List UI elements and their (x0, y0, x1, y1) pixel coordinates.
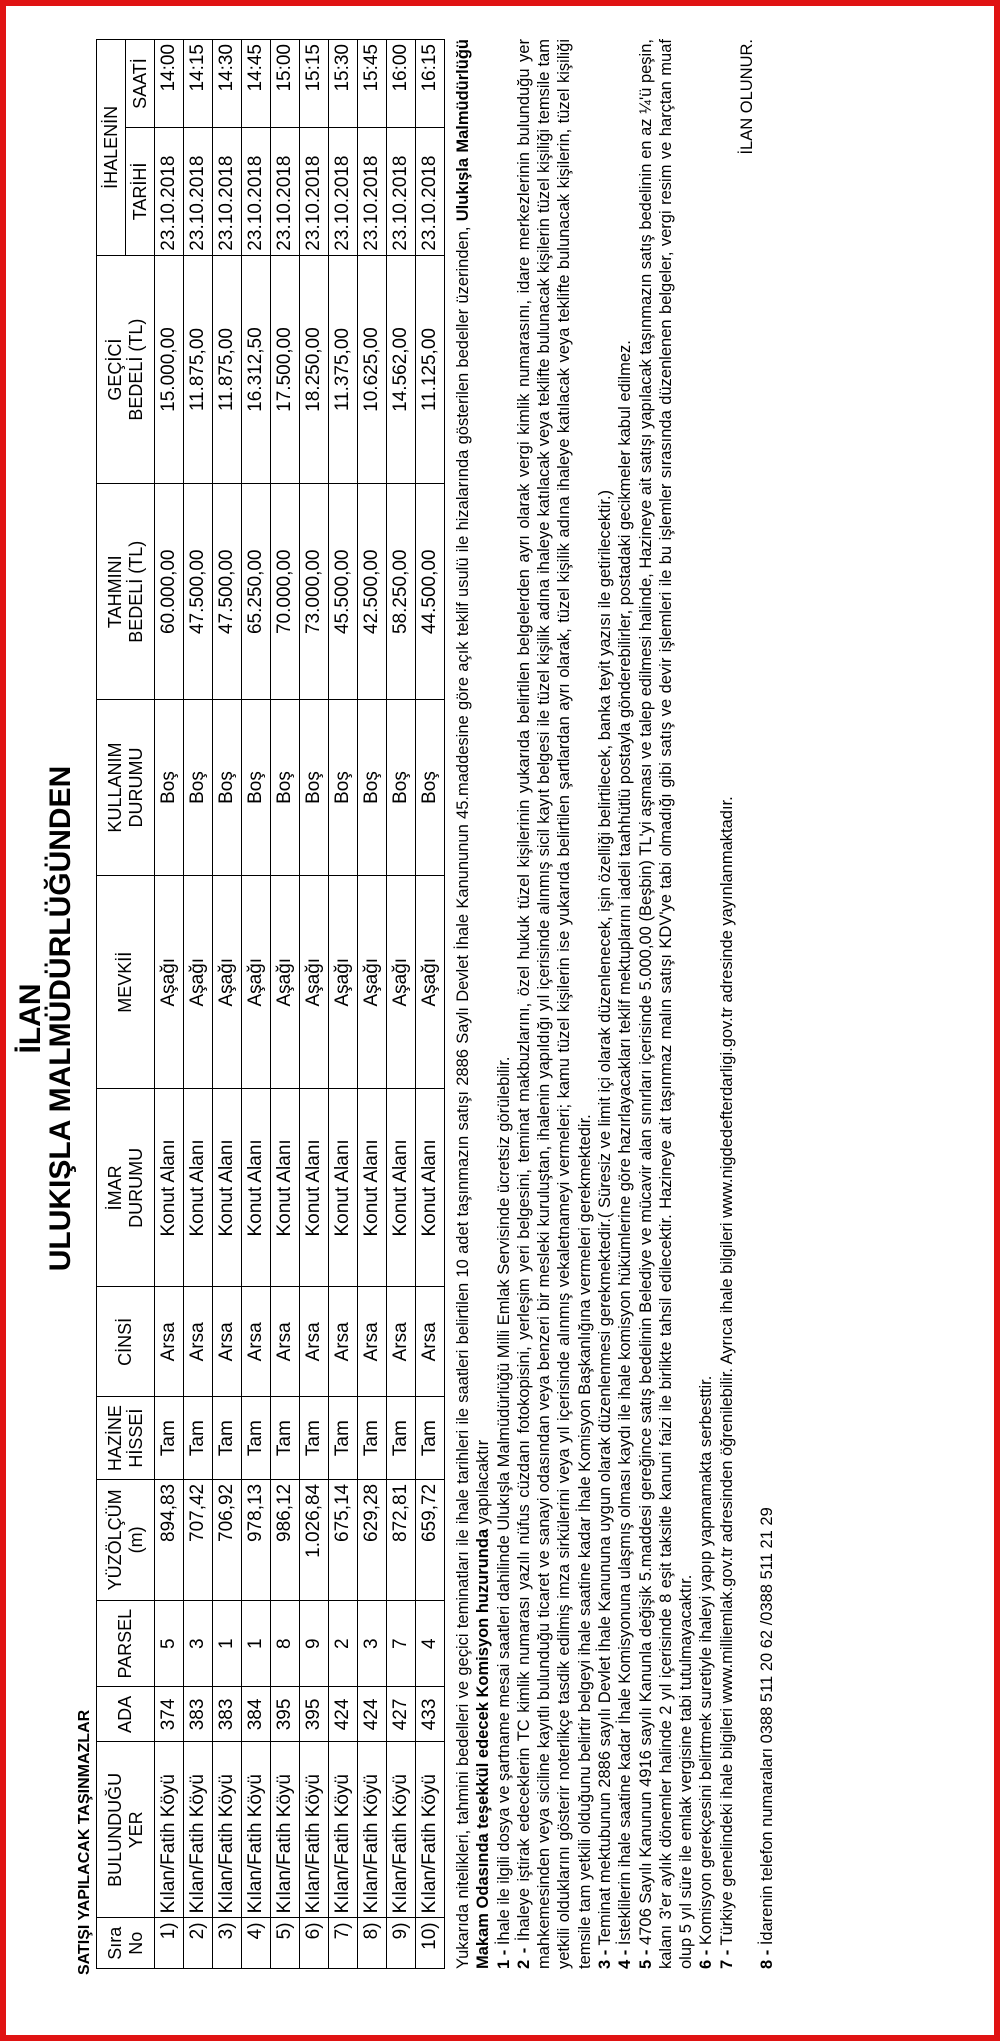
cell-kullanim: Boş (329, 700, 358, 876)
condition-text: İsteklilerin ihale saatine kadar İhale Komisyonuna ulaşmış olması kaydı ile ihale komisyon hükümlerine göre hazırlayacakları teklif mektuplarını iadeli taahhütlü postayla gönderebilirler, postadaki gecikmeler kabul edilmez. (616, 340, 635, 1950)
cell-parsel: 2 (329, 1600, 358, 1687)
cell-cinsi: Arsa (271, 1287, 300, 1397)
table-body (155, 40, 445, 1969)
cell-yuzolcum: 1.026,84 (300, 1479, 329, 1600)
table-header-row (97, 40, 126, 1969)
cell-imar: Konut Alanı (358, 1089, 387, 1287)
cell-tahmini: 73.000,00 (300, 484, 329, 700)
cell-hisse: Tam (358, 1397, 387, 1480)
col-header-tarihi: TARİHİ (126, 128, 155, 256)
table-row (242, 40, 271, 1969)
cell-parsel: 3 (184, 1600, 213, 1687)
cell-tahmini: 60.000,00 (155, 484, 184, 700)
cell-saat: 15:15 (300, 40, 329, 128)
cell-mevkii: Aşağı (242, 876, 271, 1089)
cell-mevkii: Aşağı (387, 876, 416, 1089)
announcement-title: İLAN (14, 983, 47, 1054)
cell-cinsi: Arsa (416, 1287, 445, 1397)
table-row (155, 40, 184, 1969)
cell-yuzolcum: 872,81 (387, 1479, 416, 1600)
cell-mevkii: Aşağı (213, 876, 242, 1089)
cell-saat: 15:30 (329, 40, 358, 128)
cell-gecici: 17.500,00 (271, 255, 300, 484)
cell-parsel: 8 (271, 1600, 300, 1687)
cell-mevkii: Aşağı (271, 876, 300, 1089)
condition-item (494, 39, 514, 1969)
condition-text: Teminat mektubunun 2886 sayılı Devlet İhale Kanununa uygun olarak düzenlenmesi gerekmektedir.( Süresiz ve limit içi olarak düzenlenecek, işin özelliği belirtilecek, banka teyit yazısı ile getirilecektir.) (595, 489, 614, 1950)
cell-no: 5) (271, 1918, 300, 1969)
intro-bold-text: Ulukışla Malmüdürlüğü Makam Odasında teşekkül edecek Komisyon huzurunda (454, 39, 493, 1969)
cell-yuzolcum: 675,14 (329, 1479, 358, 1600)
cell-yer: Kılan/Fatih Köyü (416, 1742, 445, 1918)
cell-gecici: 16.312,50 (242, 255, 271, 484)
col-header-hazine: HAZİNE HİSSEİ (97, 1397, 155, 1480)
condition-text: Komisyon gerekçesini belirtmek suretiyle ihaleyi yapıp yapmamakta serbesttir. (697, 1375, 716, 1950)
cell-parsel: 9 (300, 1600, 329, 1687)
cell-tarih: 23.10.2018 (184, 128, 213, 256)
cell-tarih: 23.10.2018 (358, 128, 387, 256)
cell-imar: Konut Alanı (271, 1089, 300, 1287)
cell-parsel: 5 (155, 1600, 184, 1687)
condition-text: İhale ile ilgili dosya ve şartname mesai saatleri dahilinde Ulukışla Malmüdürlüğü Milli Emlak Servisinde ücretsiz görülebilir. (494, 1056, 513, 1950)
condition-number: 6 - (697, 1949, 716, 1969)
cell-hisse: Tam (155, 1397, 184, 1480)
table-row (358, 40, 387, 1969)
cell-no: 9) (387, 1918, 416, 1969)
cell-tarih: 23.10.2018 (387, 128, 416, 256)
condition-number: 4 - (616, 1949, 635, 1969)
cell-hisse: Tam (300, 1397, 329, 1480)
cell-kullanim: Boş (416, 700, 445, 876)
section-title: SATIŞI YAPILACAK TAŞINMAZLAR (76, 1709, 93, 1975)
cell-tahmini: 45.500,00 (329, 484, 358, 700)
cell-yuzolcum: 894,83 (155, 1479, 184, 1600)
cell-imar: Konut Alanı (416, 1089, 445, 1287)
cell-gecici: 11.375,00 (329, 255, 358, 484)
cell-mevkii: Aşağı (416, 876, 445, 1089)
cell-cinsi: Arsa (242, 1287, 271, 1397)
col-header-kullanim: KULLANIM DURUMU (97, 700, 155, 876)
cell-parsel: 3 (358, 1600, 387, 1687)
cell-tarih: 23.10.2018 (242, 128, 271, 256)
col-header-ihale: İHALENİN (97, 40, 126, 256)
cell-parsel: 1 (242, 1600, 271, 1687)
cell-cinsi: Arsa (184, 1287, 213, 1397)
condition-item (717, 39, 737, 1969)
cell-saat: 14:00 (155, 40, 184, 128)
cell-mevkii: Aşağı (358, 876, 387, 1089)
col-header-yer: BULUNDUĞU YER (97, 1742, 155, 1918)
cell-ada: 433 (416, 1687, 445, 1742)
cell-mevkii: Aşağı (155, 876, 184, 1089)
condition-number: 1 - (494, 1949, 513, 1969)
cell-cinsi: Arsa (300, 1287, 329, 1397)
conditions-list (494, 39, 778, 1969)
cell-kullanim: Boş (213, 700, 242, 876)
cell-tarih: 23.10.2018 (300, 128, 329, 256)
condition-item (514, 39, 595, 1969)
cell-imar: Konut Alanı (155, 1089, 184, 1287)
cell-gecici: 18.250,00 (300, 255, 329, 484)
cell-imar: Konut Alanı (300, 1089, 329, 1287)
announcement-header (16, 24, 76, 2013)
cell-kullanim: Boş (387, 700, 416, 876)
condition-number: 5 - (636, 1949, 655, 1969)
cell-no: 6) (300, 1918, 329, 1969)
col-header-yuzolcum: YÜZÖLÇÜM (m) (97, 1479, 155, 1600)
cell-ada: 424 (329, 1687, 358, 1742)
cell-cinsi: Arsa (155, 1287, 184, 1397)
col-header-sira: Sıra No (97, 1918, 155, 1969)
cell-yer: Kılan/Fatih Köyü (300, 1742, 329, 1918)
cell-tahmini: 44.500,00 (416, 484, 445, 700)
cell-yuzolcum: 659,72 (416, 1479, 445, 1600)
property-table (96, 39, 445, 1969)
cell-hisse: Tam (184, 1397, 213, 1480)
cell-cinsi: Arsa (213, 1287, 242, 1397)
col-header-saati: SAATİ (126, 40, 155, 128)
cell-cinsi: Arsa (329, 1287, 358, 1397)
cell-hisse: Tam (242, 1397, 271, 1480)
cell-yuzolcum: 706,92 (213, 1479, 242, 1600)
col-header-cinsi: CİNSİ (97, 1287, 155, 1397)
announcement-body (453, 39, 778, 1969)
condition-text: İdarenin telefon numaraları 0388 511 20 62 /0388 511 21 29 (758, 1507, 777, 1950)
cell-gecici: 11.125,00 (416, 255, 445, 484)
cell-saat: 15:00 (271, 40, 300, 128)
cell-gecici: 11.875,00 (184, 255, 213, 484)
condition-number: 2 - (514, 1947, 533, 1969)
table-row (300, 40, 329, 1969)
condition-item (636, 39, 697, 1969)
col-header-gecici: GEÇİCİ BEDELİ (TL) (97, 255, 155, 484)
cell-no: 10) (416, 1918, 445, 1969)
cell-tarih: 23.10.2018 (271, 128, 300, 256)
closing-signature: İLAN OLUNUR. (737, 39, 756, 155)
cell-no: 1) (155, 1918, 184, 1969)
cell-tahmini: 65.250,00 (242, 484, 271, 700)
announcement-page (6, 6, 994, 2035)
cell-mevkii: Aşağı (184, 876, 213, 1089)
cell-parsel: 4 (416, 1600, 445, 1687)
cell-saat: 14:45 (242, 40, 271, 128)
cell-imar: Konut Alanı (242, 1089, 271, 1287)
cell-gecici: 10.625,00 (358, 255, 387, 484)
condition-item (696, 39, 716, 1969)
col-header-ada: ADA (97, 1687, 155, 1742)
cell-yer: Kılan/Fatih Köyü (358, 1742, 387, 1918)
condition-item (615, 39, 635, 1969)
cell-kullanim: Boş (155, 700, 184, 876)
cell-kullanim: Boş (300, 700, 329, 876)
cell-gecici: 14.562,00 (387, 255, 416, 484)
cell-ada: 395 (271, 1687, 300, 1742)
cell-saat: 15:45 (358, 40, 387, 128)
cell-ada: 383 (213, 1687, 242, 1742)
cell-no: 3) (213, 1918, 242, 1969)
cell-cinsi: Arsa (358, 1287, 387, 1397)
cell-kullanim: Boş (184, 700, 213, 876)
cell-yer: Kılan/Fatih Köyü (184, 1742, 213, 1918)
col-header-tahmini: TAHMINI BEDELİ (TL) (97, 484, 155, 700)
cell-mevkii: Aşağı (329, 876, 358, 1089)
cell-kullanim: Boş (358, 700, 387, 876)
cell-imar: Konut Alanı (329, 1089, 358, 1287)
condition-text: Türkiye genelindeki ihale bilgileri www.milliemlak.gov.tr adresinden öğrenilebilir. Ayrıca ihale bilgileri www.nigdedefterdarligi.gov.tr adresinde yayınlanmaktadır. (717, 796, 736, 1950)
condition-number: 3 - (595, 1949, 614, 1969)
table-row (184, 40, 213, 1969)
cell-ada: 383 (184, 1687, 213, 1742)
col-header-parsel: PARSEL (97, 1600, 155, 1687)
cell-gecici: 11.875,00 (213, 255, 242, 484)
table-row (416, 40, 445, 1969)
cell-gecici: 15.000,00 (155, 255, 184, 484)
cell-ada: 427 (387, 1687, 416, 1742)
cell-parsel: 7 (387, 1600, 416, 1687)
cell-imar: Konut Alanı (184, 1089, 213, 1287)
cell-saat: 14:15 (184, 40, 213, 128)
condition-text: 4706 Sayılı Kanunun 4916 sayılı Kanunla değişik 5.maddesi gereğince satış bedelinin Belediye ve mücavir alan sınırları içerisinde 5.000,00 (Beşbin) TL'yi aşması ve talep edilmesi halinde, Hazineye ait satışı yapılacak taşınmazın satış bedelinin en az ¼'ü peşin, kalanı 3'er aylık dönemler halinde 2 yıl içerisinde 8 eşit taksitle kanuni faizi ile birlikte tahsil edilecektir. Hazineye ait taşınmaz malın satışı KDV'ye tabi olmadığı gibi satış ve devir işlemleri ile bu işlemler sırasında düzenlenen belgeler, vergi resim ve harçtan muaf olup 5 yıl süre ile emlak vergisine tabi tutulmayacaktır. (636, 39, 696, 1969)
cell-yuzolcum: 978,13 (242, 1479, 271, 1600)
cell-yer: Kılan/Fatih Köyü (329, 1742, 358, 1918)
col-header-mevkii: MEVKİİ (97, 876, 155, 1089)
cell-hisse: Tam (271, 1397, 300, 1480)
condition-item (595, 39, 615, 1969)
cell-ada: 424 (358, 1687, 387, 1742)
cell-yer: Kılan/Fatih Köyü (242, 1742, 271, 1918)
cell-tarih: 23.10.2018 (213, 128, 242, 256)
cell-saat: 16:15 (416, 40, 445, 128)
cell-tahmini: 58.250,00 (387, 484, 416, 700)
cell-kullanim: Boş (271, 700, 300, 876)
cell-mevkii: Aşağı (300, 876, 329, 1089)
condition-number: 8 - (758, 1949, 777, 1969)
condition-number: 7 - (717, 1949, 736, 1969)
cell-yer: Kılan/Fatih Köyü (387, 1742, 416, 1918)
cell-yer: Kılan/Fatih Köyü (213, 1742, 242, 1918)
authority-name: ULUKIŞLA MALMÜDÜRLÜĞÜNDEN (44, 765, 77, 1272)
cell-yuzolcum: 986,12 (271, 1479, 300, 1600)
cell-tahmini: 70.000,00 (271, 484, 300, 700)
cell-imar: Konut Alanı (387, 1089, 416, 1287)
cell-yer: Kılan/Fatih Köyü (155, 1742, 184, 1918)
cell-no: 2) (184, 1918, 213, 1969)
cell-tahmini: 42.500,00 (358, 484, 387, 700)
cell-no: 7) (329, 1918, 358, 1969)
cell-cinsi: Arsa (387, 1287, 416, 1397)
cell-parsel: 1 (213, 1600, 242, 1687)
cell-tarih: 23.10.2018 (416, 128, 445, 256)
cell-no: 8) (358, 1918, 387, 1969)
cell-yer: Kılan/Fatih Köyü (271, 1742, 300, 1918)
cell-imar: Konut Alanı (213, 1089, 242, 1287)
condition-text: İhaleye iştirak edeceklerin TC kimlik numarası yazılı nüfus cüzdanı fotokopisini, yerleşim yeri belgesini, teminat makbuzlarını, özel hukuk tüzel kişilerinin yukarıda belirtilen belgelerden ayrı olarak vergi kimlik numarasını, idare merkezlerinin bulunduğu yer mahkemesinden veya siciline kayıtlı bulunduğu ticaret ve sanayi odasından veya benzeri bir mesleki kuruluştan, ihalenin yapıldığı yıl içerisinde alınmış sicil kayıt belgesi ile tüzel kişilik adına ihaleye katılacak veya teklifte bulunacak kişilerin tüzel kişiliği temsile tam yetkili olduklarını gösterir noterlikçe tasdik edilmiş imza sirkülerini veya yıl içerisinde alınmış vekaletnameyi vermeleri; kamu tüzel kişilerin ise yukarıda belirtilen şartlardan ayrı olarak, tüzel kişilik adına ihaleye katılacak veya teklifte bulunacak kişilerin, tüzel kişiliği temsile tam yetkili olduğunu belirtir belgeyi ihale saatine kadar İhale Komisyon Başkanlığına vermeleri gerekmektedir. (514, 39, 594, 1969)
cell-tarih: 23.10.2018 (155, 128, 184, 256)
col-header-imar: İMAR DURUMU (97, 1089, 155, 1287)
cell-saat: 16:00 (387, 40, 416, 128)
cell-hisse: Tam (329, 1397, 358, 1480)
cell-ada: 395 (300, 1687, 329, 1742)
cell-ada: 374 (155, 1687, 184, 1742)
cell-ada: 384 (242, 1687, 271, 1742)
condition-item (757, 39, 777, 1969)
cell-tarih: 23.10.2018 (329, 128, 358, 256)
cell-hisse: Tam (416, 1397, 445, 1480)
table-row (329, 40, 358, 1969)
table-row (271, 40, 300, 1969)
cell-saat: 14:30 (213, 40, 242, 128)
cell-hisse: Tam (387, 1397, 416, 1480)
cell-tahmini: 47.500,00 (184, 484, 213, 700)
cell-hisse: Tam (213, 1397, 242, 1480)
cell-yuzolcum: 629,28 (358, 1479, 387, 1600)
table-row (213, 40, 242, 1969)
table-row (387, 40, 416, 1969)
cell-no: 4) (242, 1918, 271, 1969)
cell-yuzolcum: 707,42 (184, 1479, 213, 1600)
cell-tahmini: 47.500,00 (213, 484, 242, 700)
cell-kullanim: Boş (242, 700, 271, 876)
intro-paragraph: Yukarıda nitelikleri, tahmini bedelleri ve geçici teminatları ile ihale tarihleri ile saatleri belirtilen 10 adet taşınmazın satışı 2886 Saylı Devlet İhale Kanununun 45.maddesine göre açık teklif usulü ile hizalarında gösterilen bedeller üzerinden, Ulukışla Malmüdürlüğü Makam Odasında teşekkül edecek Komisyon huzurunda yapılacaktır (454, 39, 493, 1969)
